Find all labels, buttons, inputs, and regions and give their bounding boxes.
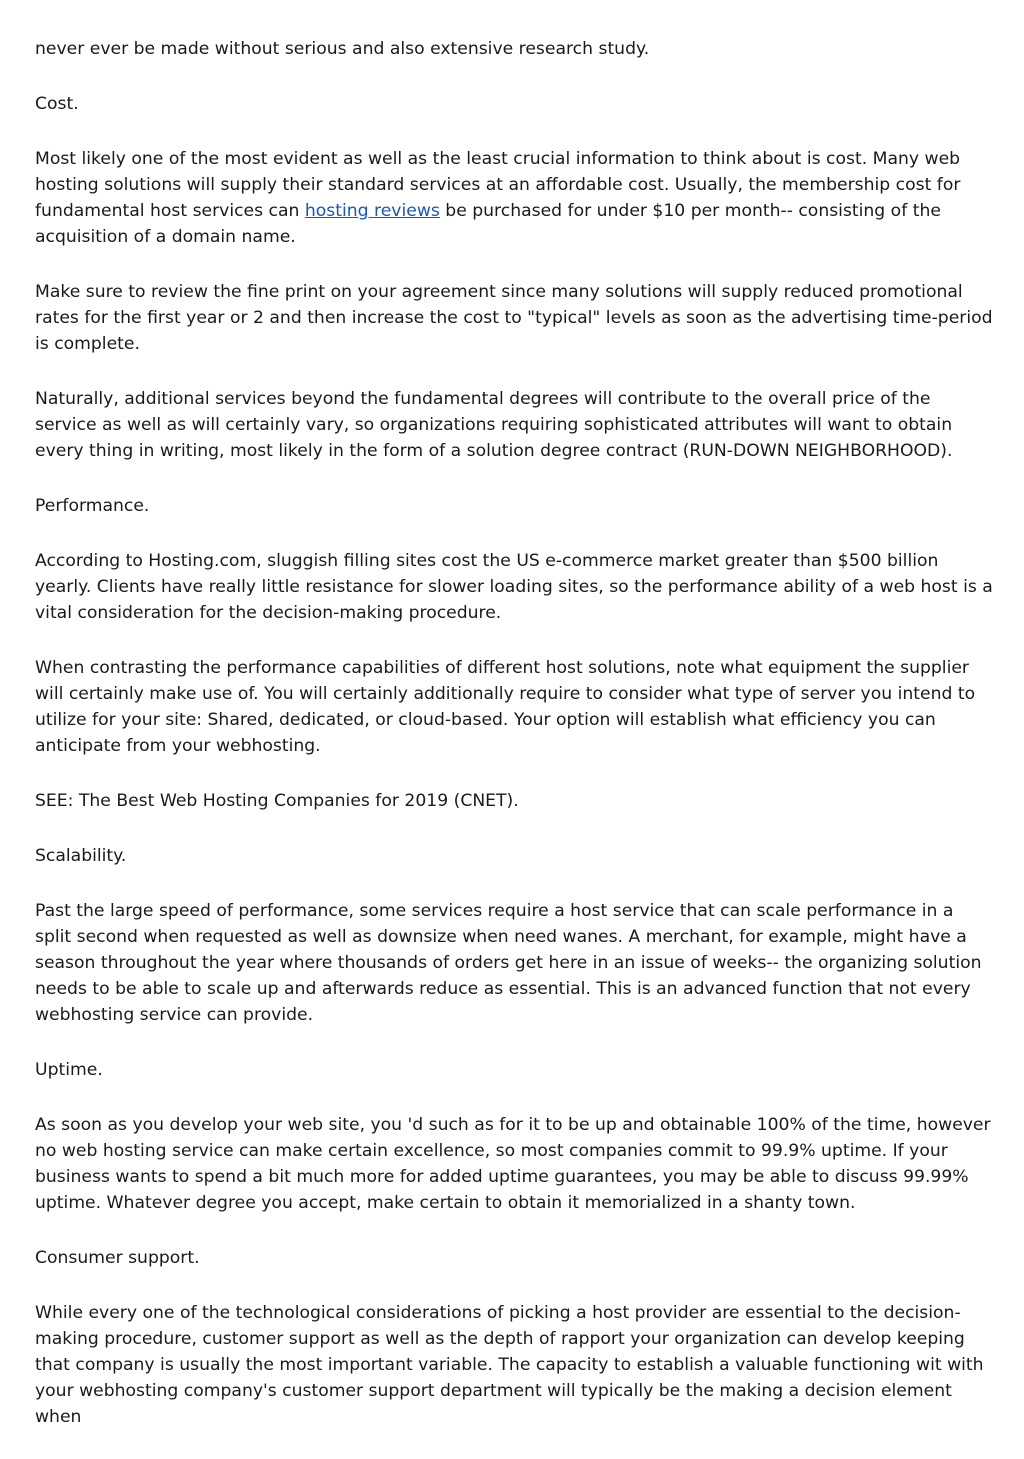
paragraph-see-reference: SEE: The Best Web Hosting Companies for 2019 (CNET). — [35, 791, 519, 811]
paragraph-performance-stats: According to Hosting.com, sluggish filling sites cost the US e-commerce market greater than $500 billion yearly. Clients have really little resistance for slower loading sites, so the performance ability of a web host is a vital consideration for the decision-making procedure. — [35, 551, 993, 623]
heading-scalability: Scalability. — [35, 846, 127, 866]
paragraph-additional-services: Naturally, additional services beyond the fundamental degrees will contribute to the overall price of the service as well as will certainly vary, so organizations requiring sophisticated attributes will want to obtain every thing in writing, most likely in the form of a solution degree contract (RUN-DOWN NEIGHBORHOOD). — [35, 389, 953, 461]
heading-uptime: Uptime. — [35, 1060, 103, 1080]
paragraph-scalability: Past the large speed of performance, some services require a host service that can scale performance in a split second when requested as well as downsize when need wanes. A merchant, for example, might have a season throughout the year where thousands of orders get here in an issue of weeks-- the organizing solution needs to be able to scale up and afterwards reduce as essential. This is an advanced function that not every webhosting service can provide. — [35, 901, 982, 1025]
paragraph-text: Most likely one of the most evident as well as the least crucial information to think about is cost. Many web hosting solutions will supply their standard services at an affordable cost. Usually, the membership cost for fundamental host services can — [35, 149, 961, 221]
heading-performance: Performance. — [35, 496, 150, 516]
document-body — [35, 36, 995, 1459]
paragraph-consumer-support: While every one of the technological considerations of picking a host provider are essential to the decision-making procedure, customer support as well as the depth of rapport your organization can develop keeping that company is usually the most important variable. The capacity to establish a valuable functioning wit with your webhosting company's customer support department will typically be the making a decision element when — [35, 1303, 984, 1427]
hosting-reviews-link[interactable]: hosting reviews — [304, 201, 440, 221]
paragraph-performance-comparison: When contrasting the performance capabilities of different host solutions, note what equipment the supplier will certainly make use of. You will certainly additionally require to consider what type of server you intend to utilize for your site: Shared, dedicated, or cloud-based. Your option will establish what efficiency you can anticipate from your webhosting. — [35, 658, 976, 756]
heading-consumer-support: Consumer support. — [35, 1248, 200, 1268]
paragraph-uptime: As soon as you develop your web site, you 'd such as for it to be up and obtainable 100% of the time, however no web hosting service can make certain excellence, so most companies commit to 99.9% uptime. If your business wants to spend a bit much more for added uptime guarantees, you may be able to discuss 99.99% uptime. Whatever degree you accept, make certain to obtain it memorialized in a shanty town. — [35, 1115, 991, 1213]
paragraph-cost-overview — [35, 146, 995, 250]
paragraph-fine-print: Make sure to review the fine print on your agreement since many solutions will supply reduced promotional rates for the first year or 2 and then increase the cost to "typical" levels as soon as the advertising time-period is complete. — [35, 282, 993, 354]
paragraph-text: be purchased for under $10 per month-- consisting of the acquisition of a domain name. — [35, 201, 941, 247]
paragraph-intro-tail: never ever be made without serious and also extensive research study. — [35, 39, 650, 59]
heading-cost: Cost. — [35, 94, 79, 114]
